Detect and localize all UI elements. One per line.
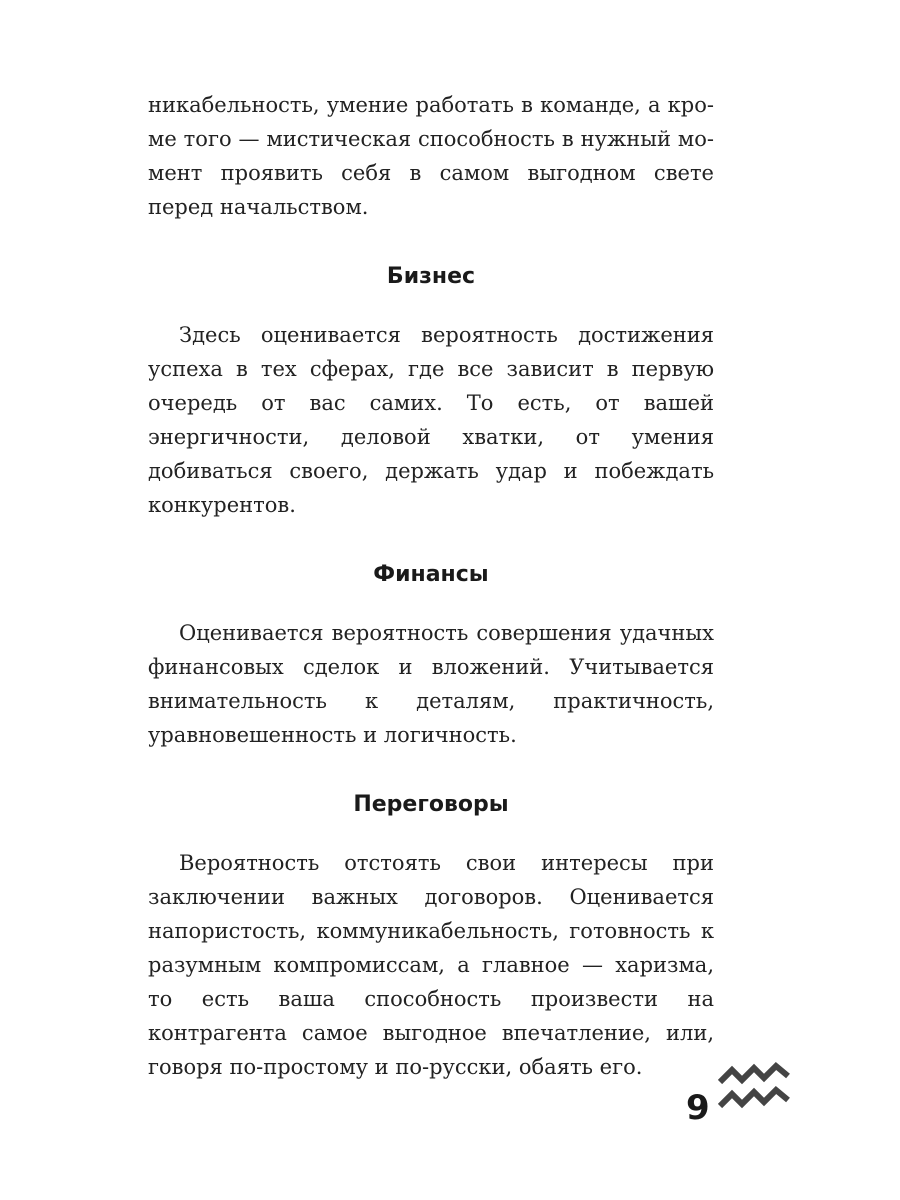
heading-business: Бизнес bbox=[386, 264, 476, 289]
paragraph-negotiations: Вероятность отстоять свои интересы при заключении важных договоров. Оценивается напористость, коммуникабельность, готовность к разумным компромиссам, а главное — харизма, то есть ваша способность произвести на контрагента самое выгодное впечатление, или, говоря по-простому и по-русски, обаять его. bbox=[148, 851, 714, 1079]
paragraph-finance: Оценивается вероятность совершения удачных финансовых сделок и вложений. Учитывается внимательность к деталям, практичность, уравновешенность и логичность. bbox=[148, 621, 714, 747]
page-footer bbox=[686, 1060, 796, 1140]
heading-negotiations: Переговоры bbox=[353, 792, 509, 817]
aquarius-icon bbox=[718, 1060, 794, 1116]
paragraph-continuation: никабельность, умение работать в команде, а кроме того — мистическая способность в нужный момент проявить себя в самом выгодном свете перед начальством. bbox=[148, 93, 714, 219]
paragraph-business: Здесь оценивается вероятность достижения успеха в тех сферах, где все зависит в первую очередь от вас самих. То есть, от вашей энергичности, деловой хватки, от умения добиваться своего, держать удар и побеждать конкурентов. bbox=[148, 323, 714, 517]
text-column bbox=[148, 88, 714, 1084]
heading-finance: Финансы bbox=[373, 562, 489, 587]
page-number: 9 bbox=[686, 1088, 710, 1128]
